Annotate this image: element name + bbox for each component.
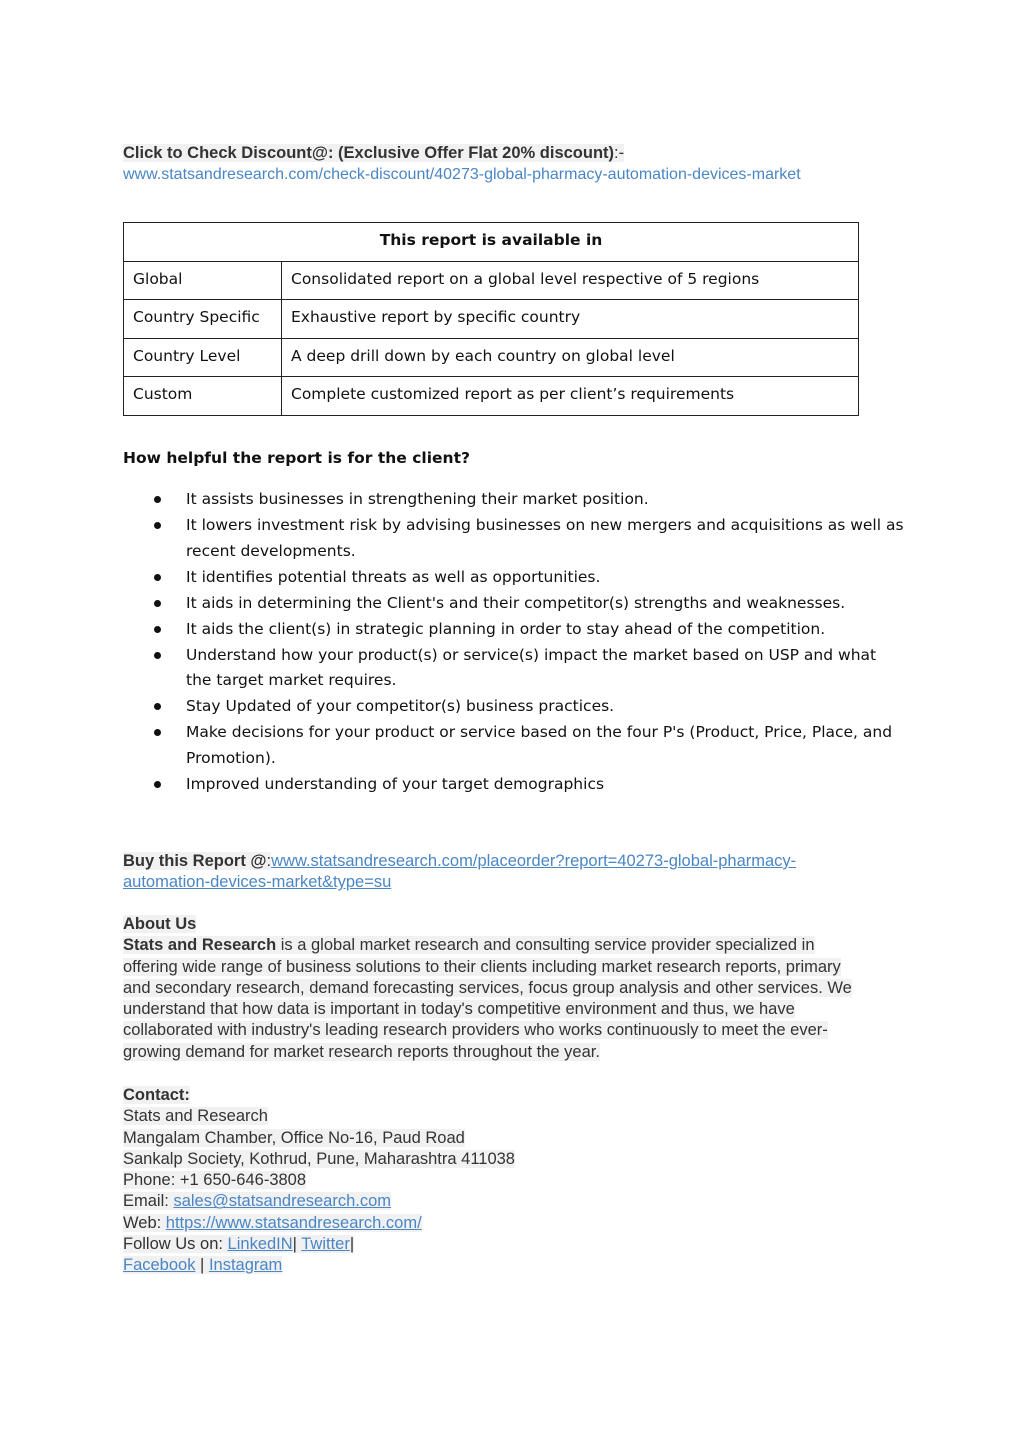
about-line: offering wide range of business solutions to their clients including market research reports, primary: [123, 957, 841, 976]
linkedin-link[interactable]: LinkedIN: [227, 1235, 293, 1254]
list-item: [154, 565, 904, 591]
table-row: [124, 338, 859, 377]
bullet-icon: [154, 496, 161, 503]
buy-sep: :: [266, 852, 272, 870]
about-company: Stats and Research: [123, 936, 277, 955]
list-item: [154, 617, 904, 643]
list-item: [154, 591, 904, 617]
pipe-separator: |: [195, 1256, 209, 1275]
list-item: [154, 513, 904, 564]
table-cell-description: Consolidated report on a global level respective of 5 regions: [282, 261, 859, 300]
list-item: [154, 694, 904, 720]
table-header-row: [124, 223, 859, 262]
list-item-text: Improved understanding of your target demographics: [186, 774, 605, 793]
helpful-list: [154, 487, 904, 798]
about-line: is a global market research and consulting service provider specialized in: [276, 936, 815, 955]
discount-suffix: :-: [614, 144, 625, 162]
bullet-icon: [154, 703, 161, 710]
buy-label: Buy this Report @: [123, 852, 267, 870]
list-item: [154, 487, 904, 513]
list-item-text: It aids in determining the Client's and their competitor(s) strengths and weaknesses.: [186, 593, 846, 612]
list-item: [154, 643, 904, 694]
twitter-link[interactable]: Twitter: [301, 1235, 350, 1254]
discount-link[interactable]: www.statsandresearch.com/check-discount/40273-global-pharmacy-automation-devices-market: [123, 166, 801, 184]
list-item-text: Make decisions for your product or service based on the four P's (Product, Price, Place, and Promotion).: [186, 723, 893, 767]
availability-table: [123, 222, 859, 416]
buy-link-line1[interactable]: www.statsandresearch.com/placeorder?report=40273-global-pharmacy-: [271, 852, 797, 870]
pipe-separator: |: [292, 1235, 297, 1254]
list-item-text: It assists businesses in strengthening their market position.: [186, 490, 649, 508]
instagram-link[interactable]: Instagram: [208, 1256, 283, 1275]
bullet-icon: [154, 652, 161, 659]
contact-phone: Phone: +1 650-646-3808: [123, 1171, 307, 1190]
follow-label: Follow Us on:: [123, 1235, 228, 1254]
buy-link-line2[interactable]: automation-devices-market&type=su: [123, 873, 392, 892]
buy-block: [123, 851, 903, 894]
discount-label: Click to Check Discount@: (Exclusive Offer Flat 20% discount): [123, 144, 615, 162]
pipe-separator: |: [349, 1235, 355, 1254]
facebook-link[interactable]: Facebook: [123, 1256, 196, 1275]
about-heading: About Us: [123, 915, 197, 933]
table-row: [124, 300, 859, 339]
contact-address-line1: Mangalam Chamber, Office No-16, Paud Road: [123, 1128, 465, 1147]
email-link[interactable]: sales@statsandresearch.com: [173, 1192, 392, 1211]
bullet-icon: [154, 626, 161, 633]
list-item-text: Understand how your product(s) or service(s) impact the market based on USP and what the target market requires.: [186, 645, 877, 689]
about-line: understand that how data is important in today's competitive environment and thus, we have: [123, 1000, 795, 1019]
table-cell-type: Custom: [124, 377, 282, 416]
contact-heading: Contact:: [123, 1086, 190, 1104]
table-cell-description: A deep drill down by each country on global level: [282, 338, 859, 377]
table-header: This report is available in: [124, 223, 859, 262]
web-link[interactable]: https://www.statsandresearch.com/: [165, 1213, 422, 1232]
table-cell-description: Complete customized report as per client’s requirements: [282, 377, 859, 416]
contact-section: [123, 1085, 823, 1277]
list-item-text: It lowers investment risk by advising businesses on new mergers and acquisitions as well as recent developments.: [186, 516, 904, 560]
bullet-icon: [154, 781, 161, 788]
contact-address-line2: Sankalp Society, Kothrud, Pune, Maharashtra 411038: [123, 1149, 515, 1168]
list-item-text: Stay Updated of your competitor(s) business practices.: [186, 697, 615, 715]
about-section: [123, 914, 913, 1063]
bullet-icon: [154, 574, 161, 581]
list-item: [154, 772, 904, 798]
table-row: [124, 377, 859, 416]
contact-company: Stats and Research: [123, 1107, 268, 1126]
helpful-heading: How helpful the report is for the client?: [123, 449, 470, 467]
about-line: and secondary research, demand forecasting services, focus group analysis and other services. We: [123, 978, 852, 997]
email-label: Email:: [123, 1192, 174, 1211]
web-label: Web:: [123, 1213, 166, 1232]
about-line: collaborated with industry's leading research providers who works continuously to meet the ever-: [123, 1021, 828, 1040]
table-row: [124, 261, 859, 300]
bullet-icon: [154, 600, 161, 607]
bullet-icon: [154, 522, 161, 529]
discount-block: [123, 143, 903, 186]
list-item-text: It aids the client(s) in strategic planning in order to stay ahead of the competition.: [186, 619, 826, 638]
table-cell-type: Country Level: [124, 338, 282, 377]
list-item-text: It identifies potential threats as well as opportunities.: [186, 567, 601, 586]
table-cell-type: Country Specific: [124, 300, 282, 339]
table-cell-description: Exhaustive report by specific country: [282, 300, 859, 339]
bullet-icon: [154, 729, 161, 736]
list-item: [154, 720, 904, 771]
table-cell-type: Global: [124, 261, 282, 300]
about-line: growing demand for market research reports throughout the year.: [123, 1042, 600, 1061]
